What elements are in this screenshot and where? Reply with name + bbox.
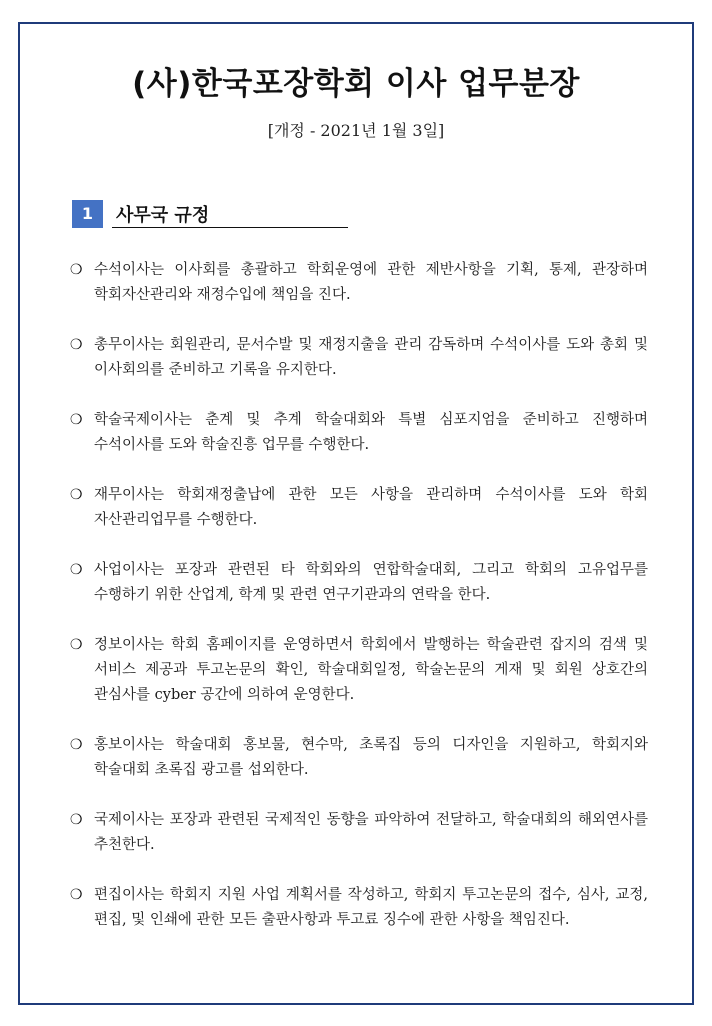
list-item	[70, 408, 648, 458]
list-item	[70, 258, 648, 308]
section-header	[72, 200, 348, 228]
list-item	[70, 333, 648, 383]
document-title: (사)한국포장학회 이사 업무분장	[132, 66, 580, 102]
circle-bullet-icon: ❍	[70, 412, 83, 428]
circle-bullet-icon: ❍	[70, 487, 83, 503]
list-item-text: 국제이사는 포장과 관련된 국제적인 동향을 파악하여 전달하고, 학술대회의 해외연사를 추천한다.	[94, 812, 648, 853]
list-item	[70, 633, 648, 708]
circle-bullet-icon: ❍	[70, 887, 83, 903]
list-item	[70, 883, 648, 933]
circle-bullet-icon: ❍	[70, 337, 83, 353]
duty-list	[70, 258, 648, 958]
section-title: 사무국 규정	[116, 205, 210, 226]
list-item-text: 사업이사는 포장과 관련된 타 학회와의 연합학술대회, 그리고 학회의 고유업무를 수행하기 위한 산업계, 학계 및 관련 연구기관과의 연락을 한다.	[94, 562, 648, 603]
list-item-text: 학술국제이사는 춘계 및 추계 학술대회와 특별 심포지엄을 준비하고 진행하며 수석이사를 도와 학술진흥 업무를 수행한다.	[94, 412, 648, 453]
circle-bullet-icon: ❍	[70, 812, 83, 828]
section-number-badge: 1	[72, 200, 103, 228]
section-underline	[112, 227, 348, 228]
list-item	[70, 558, 648, 608]
list-item	[70, 483, 648, 533]
list-item	[70, 733, 648, 783]
list-item-text: 편집이사는 학회지 지원 사업 계획서를 작성하고, 학회지 투고논문의 접수, 심사, 교정, 편집, 및 인쇄에 관한 모든 출판사항과 투고료 징수에 관한 사항을 책임진다.	[94, 887, 648, 928]
list-item-text: 수석이사는 이사회를 총괄하고 학회운영에 관한 제반사항을 기획, 통제, 관장하며 학회자산관리와 재정수입에 책임을 진다.	[94, 262, 648, 303]
circle-bullet-icon: ❍	[70, 562, 83, 578]
list-item-text: 정보이사는 학회 홈페이지를 운영하면서 학회에서 발행하는 학술관련 잡지의 검색 및 서비스 제공과 투고논문의 확인, 학술대회일정, 학술논문의 게재 및 회원 상호간의 관심사를 cyber 공간에 의하여 운영한다.	[94, 637, 648, 703]
list-item-text: 홍보이사는 학술대회 홍보물, 현수막, 초록집 등의 디자인을 지원하고, 학회지와 학술대회 초록집 광고를 섭외한다.	[94, 737, 648, 778]
circle-bullet-icon: ❍	[70, 637, 83, 653]
list-item-text: 재무이사는 학회재정출납에 관한 모든 사항을 관리하며 수석이사를 도와 학회 자산관리업무를 수행한다.	[94, 487, 648, 528]
list-item	[70, 808, 648, 858]
circle-bullet-icon: ❍	[70, 262, 83, 278]
circle-bullet-icon: ❍	[70, 737, 83, 753]
list-item-text: 총무이사는 회원관리, 문서수발 및 재정지출을 관리 감독하며 수석이사를 도와 총회 및 이사회의를 준비하고 기록을 유지한다.	[94, 337, 648, 378]
revision-date: [개정 - 2021년 1월 3일]	[267, 121, 445, 140]
